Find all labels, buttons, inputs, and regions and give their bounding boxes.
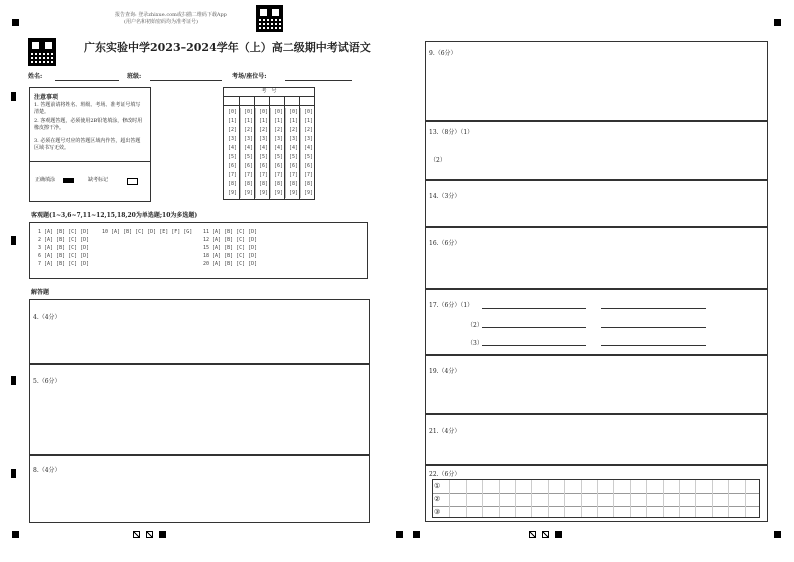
- exam-digit-bubble[interactable]: [6]: [303, 163, 314, 169]
- objective-col2: [102, 228, 192, 236]
- timing-mark: [11, 469, 16, 478]
- answer-area-q4[interactable]: [29, 299, 370, 364]
- corner-mark: [396, 531, 403, 538]
- exam-digit-bubble[interactable]: [4]: [243, 145, 254, 151]
- exam-digit-bubble[interactable]: [8]: [303, 181, 314, 187]
- correct-fill-sample: [63, 178, 74, 183]
- choice-row[interactable]: 12 [A] [B] [C] [D]: [203, 237, 258, 243]
- exam-digit-bubble[interactable]: [1]: [243, 118, 254, 124]
- exam-digit-bubble[interactable]: [5]: [273, 154, 284, 160]
- answer-area-q21[interactable]: [425, 414, 768, 465]
- choice-row[interactable]: 11 [A] [B] [C] [D]: [203, 229, 258, 235]
- exam-digit-bubble[interactable]: [3]: [273, 136, 284, 142]
- absent-mark-box[interactable]: [127, 178, 138, 185]
- exam-digit-bubble[interactable]: [4]: [227, 145, 238, 151]
- choice-row[interactable]: 2 [A] [B] [C] [D]: [38, 237, 90, 243]
- answer-area-q5[interactable]: [29, 364, 370, 455]
- exam-digit-bubble[interactable]: [7]: [227, 172, 238, 178]
- page-mark: [133, 531, 140, 538]
- exam-digit-bubble[interactable]: [6]: [273, 163, 284, 169]
- question-label: 5.（6分）: [33, 378, 61, 385]
- question-label: 14.（3分）: [429, 193, 461, 200]
- exam-digit-bubble[interactable]: [4]: [258, 145, 269, 151]
- exam-digit-bubble[interactable]: [3]: [288, 136, 299, 142]
- corner-mark: [413, 531, 420, 538]
- choice-row[interactable]: 6 [A] [B] [C] [D]: [38, 253, 90, 259]
- exam-number-divider: [239, 96, 240, 200]
- question-label: 19.（4分）: [429, 368, 461, 375]
- exam-digit-bubble[interactable]: [2]: [303, 127, 314, 133]
- qr-code: [28, 38, 56, 66]
- q22-cell-line: [728, 480, 729, 517]
- q22-row-label: ①: [434, 482, 441, 490]
- exam-digit-bubble[interactable]: [2]: [243, 127, 254, 133]
- exam-digit-bubble[interactable]: [0]: [243, 109, 254, 115]
- choice-row[interactable]: 10 [A] [B] [C] [D] [E] [F] [G]: [102, 229, 193, 235]
- objective-title: 客观题(1~3,6~7,11~12,15,18,20为单选题;10为多选题): [31, 212, 198, 219]
- exam-digit-bubble[interactable]: [3]: [303, 136, 314, 142]
- fill-blank[interactable]: [482, 308, 586, 309]
- exam-digit-bubble[interactable]: [0]: [288, 109, 299, 115]
- page-mark: [529, 531, 536, 538]
- fill-blank[interactable]: [601, 308, 706, 309]
- page-mark: [555, 531, 562, 538]
- q22-cell-line: [482, 480, 483, 517]
- exam-digit-bubble[interactable]: [7]: [273, 172, 284, 178]
- name-field[interactable]: [55, 80, 119, 81]
- q22-cell-line: [663, 480, 664, 517]
- exam-digit-bubble[interactable]: [8]: [288, 181, 299, 187]
- question-label: 16.（6分）: [429, 240, 461, 247]
- exam-digit-bubble[interactable]: [9]: [243, 190, 254, 196]
- question-sublabel: （2）: [467, 322, 483, 329]
- exam-digit-bubble[interactable]: [5]: [258, 154, 269, 160]
- exam-digit-bubble[interactable]: [5]: [227, 154, 238, 160]
- exam-digit-bubble[interactable]: [8]: [258, 181, 269, 187]
- question-sublabel: （2）: [430, 157, 446, 164]
- exam-digit-bubble[interactable]: [4]: [303, 145, 314, 151]
- q22-cell-line: [646, 480, 647, 517]
- fill-blank[interactable]: [482, 327, 586, 328]
- exam-digit-bubble[interactable]: [7]: [288, 172, 299, 178]
- q22-cell-line: [581, 480, 582, 517]
- exam-digit-bubble[interactable]: [7]: [303, 172, 314, 178]
- exam-digit-bubble[interactable]: [2]: [258, 127, 269, 133]
- exam-digit-bubble[interactable]: [4]: [273, 145, 284, 151]
- exam-number-column: [225, 108, 240, 198]
- class-field[interactable]: [150, 80, 222, 81]
- exam-digit-bubble[interactable]: [6]: [288, 163, 299, 169]
- q22-cell-line: [712, 480, 713, 517]
- choice-row[interactable]: 3 [A] [B] [C] [D]: [38, 245, 90, 251]
- exam-number-label: 考 号: [261, 88, 277, 94]
- q22-cell-line: [630, 480, 631, 517]
- objective-col3: [203, 228, 257, 268]
- exam-digit-bubble[interactable]: [4]: [288, 145, 299, 151]
- timing-mark: [11, 92, 16, 101]
- exam-digit-bubble[interactable]: [2]: [273, 127, 284, 133]
- exam-digit-bubble[interactable]: [6]: [243, 163, 254, 169]
- page-mark: [542, 531, 549, 538]
- question-sublabel: （3）: [467, 340, 483, 347]
- q22-cell-line: [499, 480, 500, 517]
- q22-cell-line: [531, 480, 532, 517]
- answer-area-q13[interactable]: [425, 121, 768, 180]
- subjective-title: 解答题: [31, 289, 50, 296]
- corner-mark: [12, 19, 19, 26]
- exam-digit-bubble[interactable]: [9]: [227, 190, 238, 196]
- q22-row-label: ③: [434, 508, 441, 516]
- corner-mark: [774, 531, 781, 538]
- exam-number-divider: [254, 96, 255, 200]
- exam-number-column: [300, 108, 316, 198]
- q22-character-grid: [432, 479, 760, 518]
- exam-digit-bubble[interactable]: [9]: [273, 190, 284, 196]
- choice-row[interactable]: 18 [A] [B] [C] [D]: [203, 253, 258, 259]
- exam-digit-bubble[interactable]: [1]: [303, 118, 314, 124]
- notice-item: 2. 客观题答题，必须使用2B铅笔填涂，修改时用橡皮擦干净。: [34, 118, 143, 131]
- class-label: 班级:: [127, 73, 142, 80]
- notice-item: 3. 必须在题号对应的答题区域内作答，超出答题区域书写无效。: [34, 138, 141, 151]
- q22-cell-line: [597, 480, 598, 517]
- exam-number-divider: [284, 96, 285, 200]
- notice-divider: [29, 161, 151, 162]
- exam-digit-bubble[interactable]: [7]: [258, 172, 269, 178]
- exam-digit-bubble[interactable]: [0]: [273, 109, 284, 115]
- exam-digit-bubble[interactable]: [6]: [258, 163, 269, 169]
- q22-cell-line: [515, 480, 516, 517]
- fill-blank[interactable]: [601, 345, 706, 346]
- exam-digit-bubble[interactable]: [5]: [288, 154, 299, 160]
- exam-digit-bubble[interactable]: [1]: [227, 118, 238, 124]
- question-label: 13.（8分）（1）: [429, 129, 474, 136]
- exam-digit-bubble[interactable]: [8]: [243, 181, 254, 187]
- q22-cell-line: [466, 480, 467, 517]
- question-label: 8.（4分）: [33, 467, 61, 474]
- corner-mark: [12, 531, 19, 538]
- exam-digit-bubble[interactable]: [9]: [303, 190, 314, 196]
- q22-cell-line: [745, 480, 746, 517]
- question-label: 21.（4分）: [429, 428, 461, 435]
- timing-mark: [11, 236, 16, 245]
- notice-item: 1. 答题前请将姓名、班级、考场、准考证号填写清楚。: [34, 102, 141, 115]
- exam-digit-bubble[interactable]: [3]: [243, 136, 254, 142]
- q22-row-label: ②: [434, 495, 441, 503]
- exam-digit-bubble[interactable]: [5]: [243, 154, 254, 160]
- choice-row[interactable]: 20 [A] [B] [C] [D]: [203, 261, 258, 267]
- page-title: 广东实验中学2023–2024学年（上）高二级期中考试语文: [84, 41, 371, 54]
- room-seat-label: 考场/座位号:: [232, 73, 267, 80]
- exam-digit-bubble[interactable]: [3]: [258, 136, 269, 142]
- exam-digit-bubble[interactable]: [3]: [227, 136, 238, 142]
- answer-area-q16[interactable]: [425, 227, 768, 289]
- notice-title: 注意事项: [34, 94, 59, 101]
- q22-cell-line: [548, 480, 549, 517]
- page-mark: [159, 531, 166, 538]
- report-info-line1: 报告查询: 登录zhixue.com或扫描二维码下载App: [115, 12, 227, 18]
- q22-cell-line: [449, 480, 450, 517]
- exam-digit-bubble[interactable]: [0]: [258, 109, 269, 115]
- answer-area-q19[interactable]: [425, 355, 768, 414]
- question-label: 17.（6分）（1）: [429, 302, 474, 309]
- absent-label: 缺考标记: [88, 177, 109, 183]
- exam-digit-bubble[interactable]: [8]: [227, 181, 238, 187]
- timing-mark: [11, 376, 16, 385]
- choice-row[interactable]: 15 [A] [B] [C] [D]: [203, 245, 258, 251]
- question-label: 9.（6分）: [429, 50, 457, 57]
- exam-digit-bubble[interactable]: [6]: [227, 163, 238, 169]
- exam-number-divider: [299, 96, 300, 200]
- q22-cell-line: [695, 480, 696, 517]
- qr-code: [256, 5, 283, 32]
- exam-digit-bubble[interactable]: [2]: [288, 127, 299, 133]
- choice-row[interactable]: 1 [A] [B] [C] [D]: [38, 229, 90, 235]
- correct-fill-label: 正确填涂: [35, 177, 56, 183]
- answer-area-q8[interactable]: [29, 455, 370, 523]
- room-seat-field[interactable]: [285, 80, 352, 81]
- answer-area-q9[interactable]: [425, 41, 768, 121]
- corner-mark: [774, 19, 781, 26]
- exam-digit-bubble[interactable]: [1]: [273, 118, 284, 124]
- page-mark: [146, 531, 153, 538]
- exam-number-divider: [269, 96, 270, 200]
- exam-digit-bubble[interactable]: [0]: [303, 109, 314, 115]
- exam-digit-bubble[interactable]: [8]: [273, 181, 284, 187]
- question-label: 4.（4分）: [33, 314, 61, 321]
- exam-digit-bubble[interactable]: [5]: [303, 154, 314, 160]
- choice-row[interactable]: 7 [A] [B] [C] [D]: [38, 261, 90, 267]
- exam-digit-bubble[interactable]: [7]: [243, 172, 254, 178]
- exam-digit-bubble[interactable]: [0]: [227, 109, 238, 115]
- name-label: 姓名:: [28, 73, 43, 80]
- fill-blank[interactable]: [601, 327, 706, 328]
- report-info-line2: (用户名和初始密码均为准考证号): [124, 19, 198, 25]
- exam-digit-bubble[interactable]: [2]: [227, 127, 238, 133]
- exam-digit-bubble[interactable]: [1]: [288, 118, 299, 124]
- q22-cell-line: [613, 480, 614, 517]
- answer-area-q14[interactable]: [425, 180, 768, 227]
- exam-digit-bubble[interactable]: [9]: [288, 190, 299, 196]
- q22-cell-line: [679, 480, 680, 517]
- q22-cell-line: [564, 480, 565, 517]
- question-label: 22.（6分）: [429, 471, 461, 478]
- exam-digit-bubble[interactable]: [9]: [258, 190, 269, 196]
- fill-blank[interactable]: [482, 345, 586, 346]
- objective-col1: [38, 228, 89, 268]
- exam-digit-bubble[interactable]: [1]: [258, 118, 269, 124]
